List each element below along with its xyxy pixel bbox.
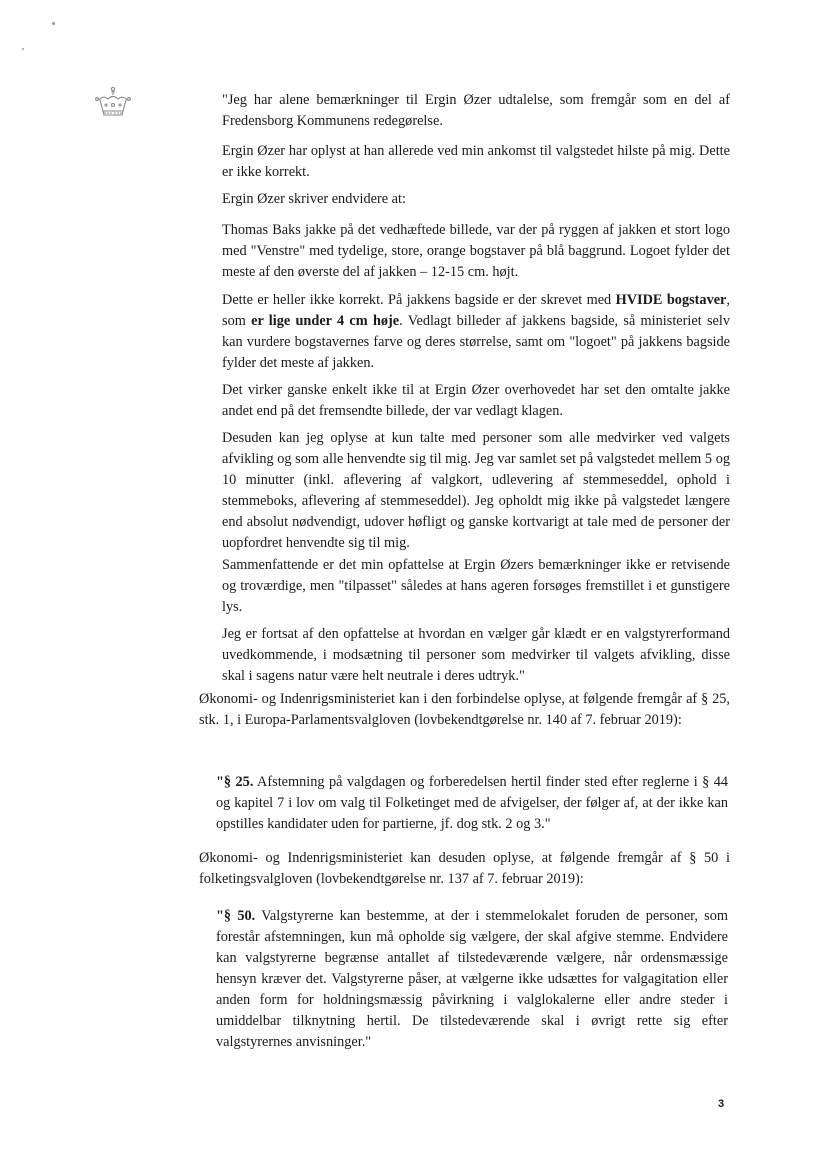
scan-speck bbox=[52, 22, 55, 25]
quote bbox=[216, 906, 728, 1053]
text-run: Dette er heller ikke korrekt. På jakkens bagside er der skrevet med bbox=[222, 292, 616, 308]
paragraph: "Jeg har alene bemærkninger til Ergin Øzer udtalelse, som fremgår som en del af Fredensborg Kommunens redegørelse. bbox=[222, 92, 730, 129]
paragraph: Økonomi- og Indenrigsministeriet kan desuden oplyse, at følgende fremgår af § 50 i folketingsvalgloven (lovbekendtgørelse nr. 137 af 7. februar 2019): bbox=[199, 850, 730, 887]
page-number: 3 bbox=[718, 1098, 725, 1110]
bold-text: er lige under 4 cm høje bbox=[251, 313, 400, 329]
paragraph: Sammenfattende er det min opfattelse at Ergin Øzers bemærkninger ikke er retvisende og troværdige, men "tilpasset" således at hans ageren forsøges fremstillet i et gunstigere lys. bbox=[222, 557, 730, 615]
paragraph: Jeg er fortsat af den opfattelse at hvordan en vælger går klædt er en valgstyrerformand uvedkommende, i modsætning til personer som medvirker til valgets afvikling, disse skal i sagens natur være helt neutrale i deres udtryk." bbox=[222, 626, 730, 684]
text-run: Valgstyrerne kan bestemme, at der i stemmelokalet foruden de personer, som forestår afstemningen, kun må opholde sig vælgere, der skal afgive stemme. Endvidere kan valgstyrerne begrænse antallet af tilstedeværende vælgere, når ordensmæssige hensyn kræver det. Valgstyrerne påser, at vælgerne ikke udsættes for valgagitation eller anden form for holdningsmæssig påvirkning i valglokalerne eller andre steder i umiddelbar tilknytning hertil. De tilstedeværende skal i øvrigt rette sig efter valgstyrernes anvisninger." bbox=[216, 908, 728, 1050]
paragraph: Økonomi- og Indenrigsministeriet kan i den forbindelse oplyse, at følgende fremgår af § 25, stk. 1, i Europa-Parlamentsvalgloven (lovbekendtgørelse nr. 140 af 7. februar 2019): bbox=[199, 691, 730, 728]
bold-text: HVIDE bogstaver bbox=[615, 292, 727, 308]
section-ref: "§ 25. bbox=[216, 774, 254, 790]
quote bbox=[216, 772, 728, 835]
paragraph: Ergin Øzer skriver endvidere at: bbox=[222, 191, 406, 207]
paragraph: Desuden kan jeg oplyse at kun talte med personer som alle medvirker ved valgets afvikling og som alle henvendte sig til mig. Jeg var samlet set på valgstedet mellem 5 og 10 minutter (inkl. aflevering af valgkort, udlevering af stemmeseddel, ophold i stemmeboks, aflevering af stemmeseddel). Jeg opholdt mig ikke på valgstedet længere end absolut nødvendigt, udover høfligt og ganske kortvarigt at tale med de personer der uopfordret henvendte sig til mig. bbox=[222, 430, 730, 551]
paragraph: Det virker ganske enkelt ikke til at Ergin Øzer overhovedet har set den omtalte jakke andet end på det fremsendte billede, der var vedlagt klagen. bbox=[222, 382, 730, 419]
paragraph bbox=[222, 290, 730, 374]
section-ref: "§ 50. bbox=[216, 908, 256, 924]
scan-speck bbox=[22, 48, 24, 50]
text-run: , som bbox=[222, 292, 730, 329]
text-run: . Vedlagt billeder af jakkens bagside, så ministeriet selv kan vurdere bogstavernes farve og deres størrelse, samt om "logoet" på jakkens bagside fylder det meste af jakken. bbox=[222, 313, 730, 371]
crown-icon bbox=[93, 86, 133, 120]
paragraph: Thomas Baks jakke på det vedhæftede billede, var der på ryggen af jakken et stort logo med "Venstre" med tydelige, store, orange bogstaver på blå baggrund. Logoet fylder det meste af den øverste del af jakken – 12-15 cm. højt. bbox=[222, 222, 730, 280]
paragraph: Ergin Øzer har oplyst at han allerede ved min ankomst til valgstedet hilste på mig. Dette er ikke korrekt. bbox=[222, 143, 730, 180]
text-run: Afstemning på valgdagen og forberedelsen hertil finder sted efter reglerne i § 44 og kapitel 7 i lov om valg til Folketinget med de afvigelser, der følger af, at der ikke kan opstilles kandidater uden for partierne, jf. dog stk. 2 og 3." bbox=[216, 774, 728, 832]
